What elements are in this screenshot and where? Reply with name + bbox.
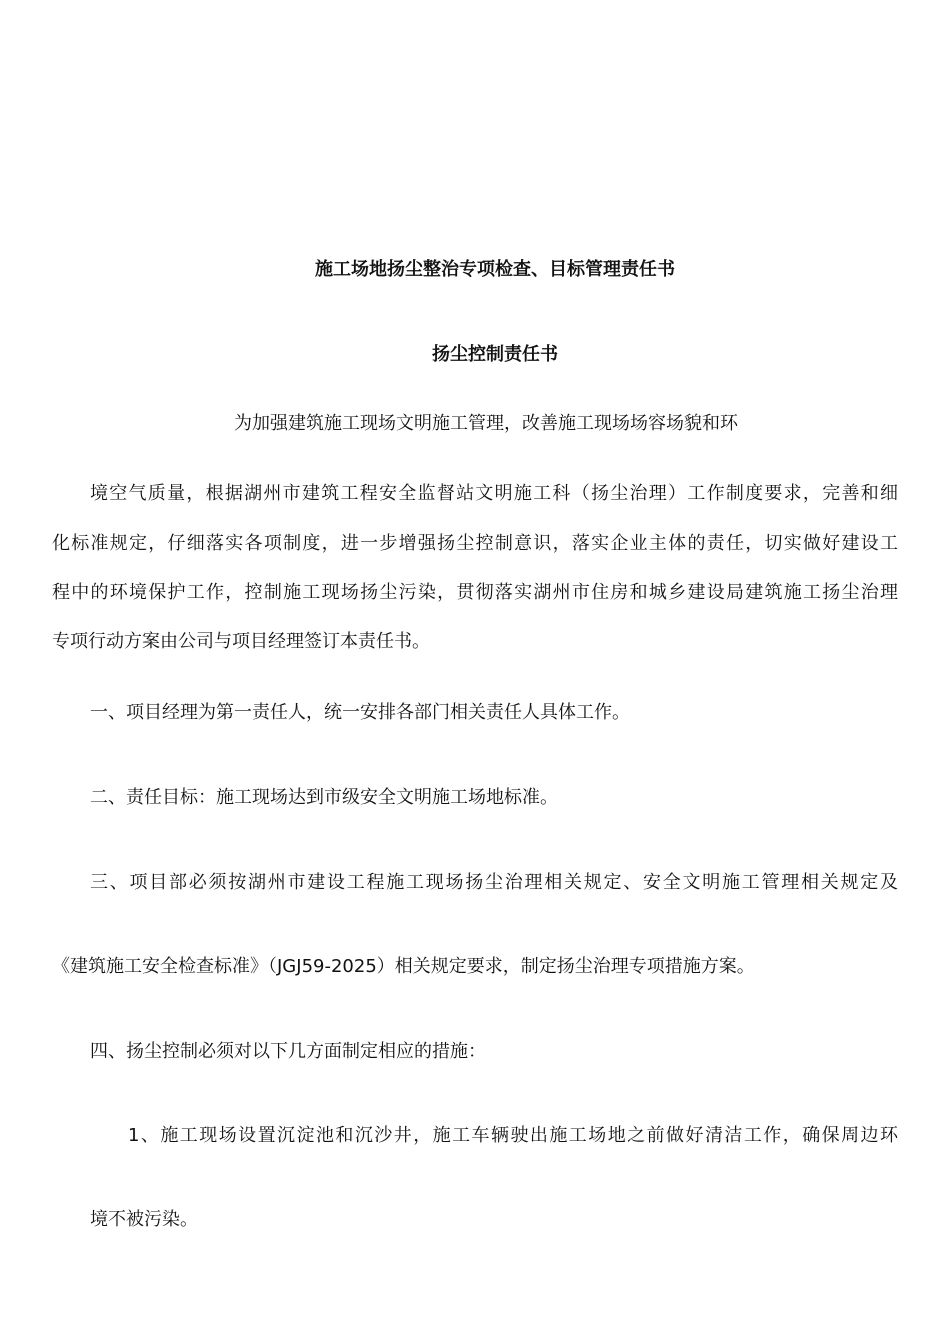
- intro-line-5: 专项行动方案由公司与项目经理签订本责任书。: [52, 631, 430, 652]
- intro-line-3: 化标准规定，仔细落实各项制度，进一步增强扬尘控制意识，落实企业主体的责任，切实做好建设工: [52, 533, 898, 554]
- document-title: 施工场地扬尘整治专项检查、目标管理责任书: [315, 259, 675, 280]
- item-3-line-1: 三、项目部必须按湖州市建设工程施工现场扬尘治理相关规定、安全文明施工管理相关规定及: [90, 872, 898, 893]
- sub-item-1-line-2: 境不被污染。: [90, 1209, 198, 1230]
- intro-line-4: 程中的环境保护工作，控制施工现场扬尘污染，贯彻落实湖州市住房和城乡建设局建筑施工扬尘治理: [52, 582, 898, 603]
- item-1: 一、项目经理为第一责任人，统一安排各部门相关责任人具体工作。: [90, 702, 630, 723]
- intro-line-1: 为加强建筑施工现场文明施工管理，改善施工现场场容场貌和环: [234, 413, 738, 434]
- item-4: 四、扬尘控制必须对以下几方面制定相应的措施：: [90, 1041, 486, 1062]
- item-2: 二、责任目标：施工现场达到市级安全文明施工场地标准。: [90, 787, 558, 808]
- document-subtitle: 扬尘控制责任书: [432, 344, 558, 365]
- intro-line-2: 境空气质量，根据湖州市建筑工程安全监督站文明施工科（扬尘治理）工作制度要求，完善和细: [90, 483, 898, 504]
- item-3-line-2: 《建筑施工安全检查标准》（JGJ59-2025）相关规定要求，制定扬尘治理专项措施方案。: [52, 956, 755, 977]
- sub-item-1-line-1: 1、施工现场设置沉淀池和沉沙井，施工车辆驶出施工场地之前做好清洁工作，确保周边环: [128, 1125, 898, 1146]
